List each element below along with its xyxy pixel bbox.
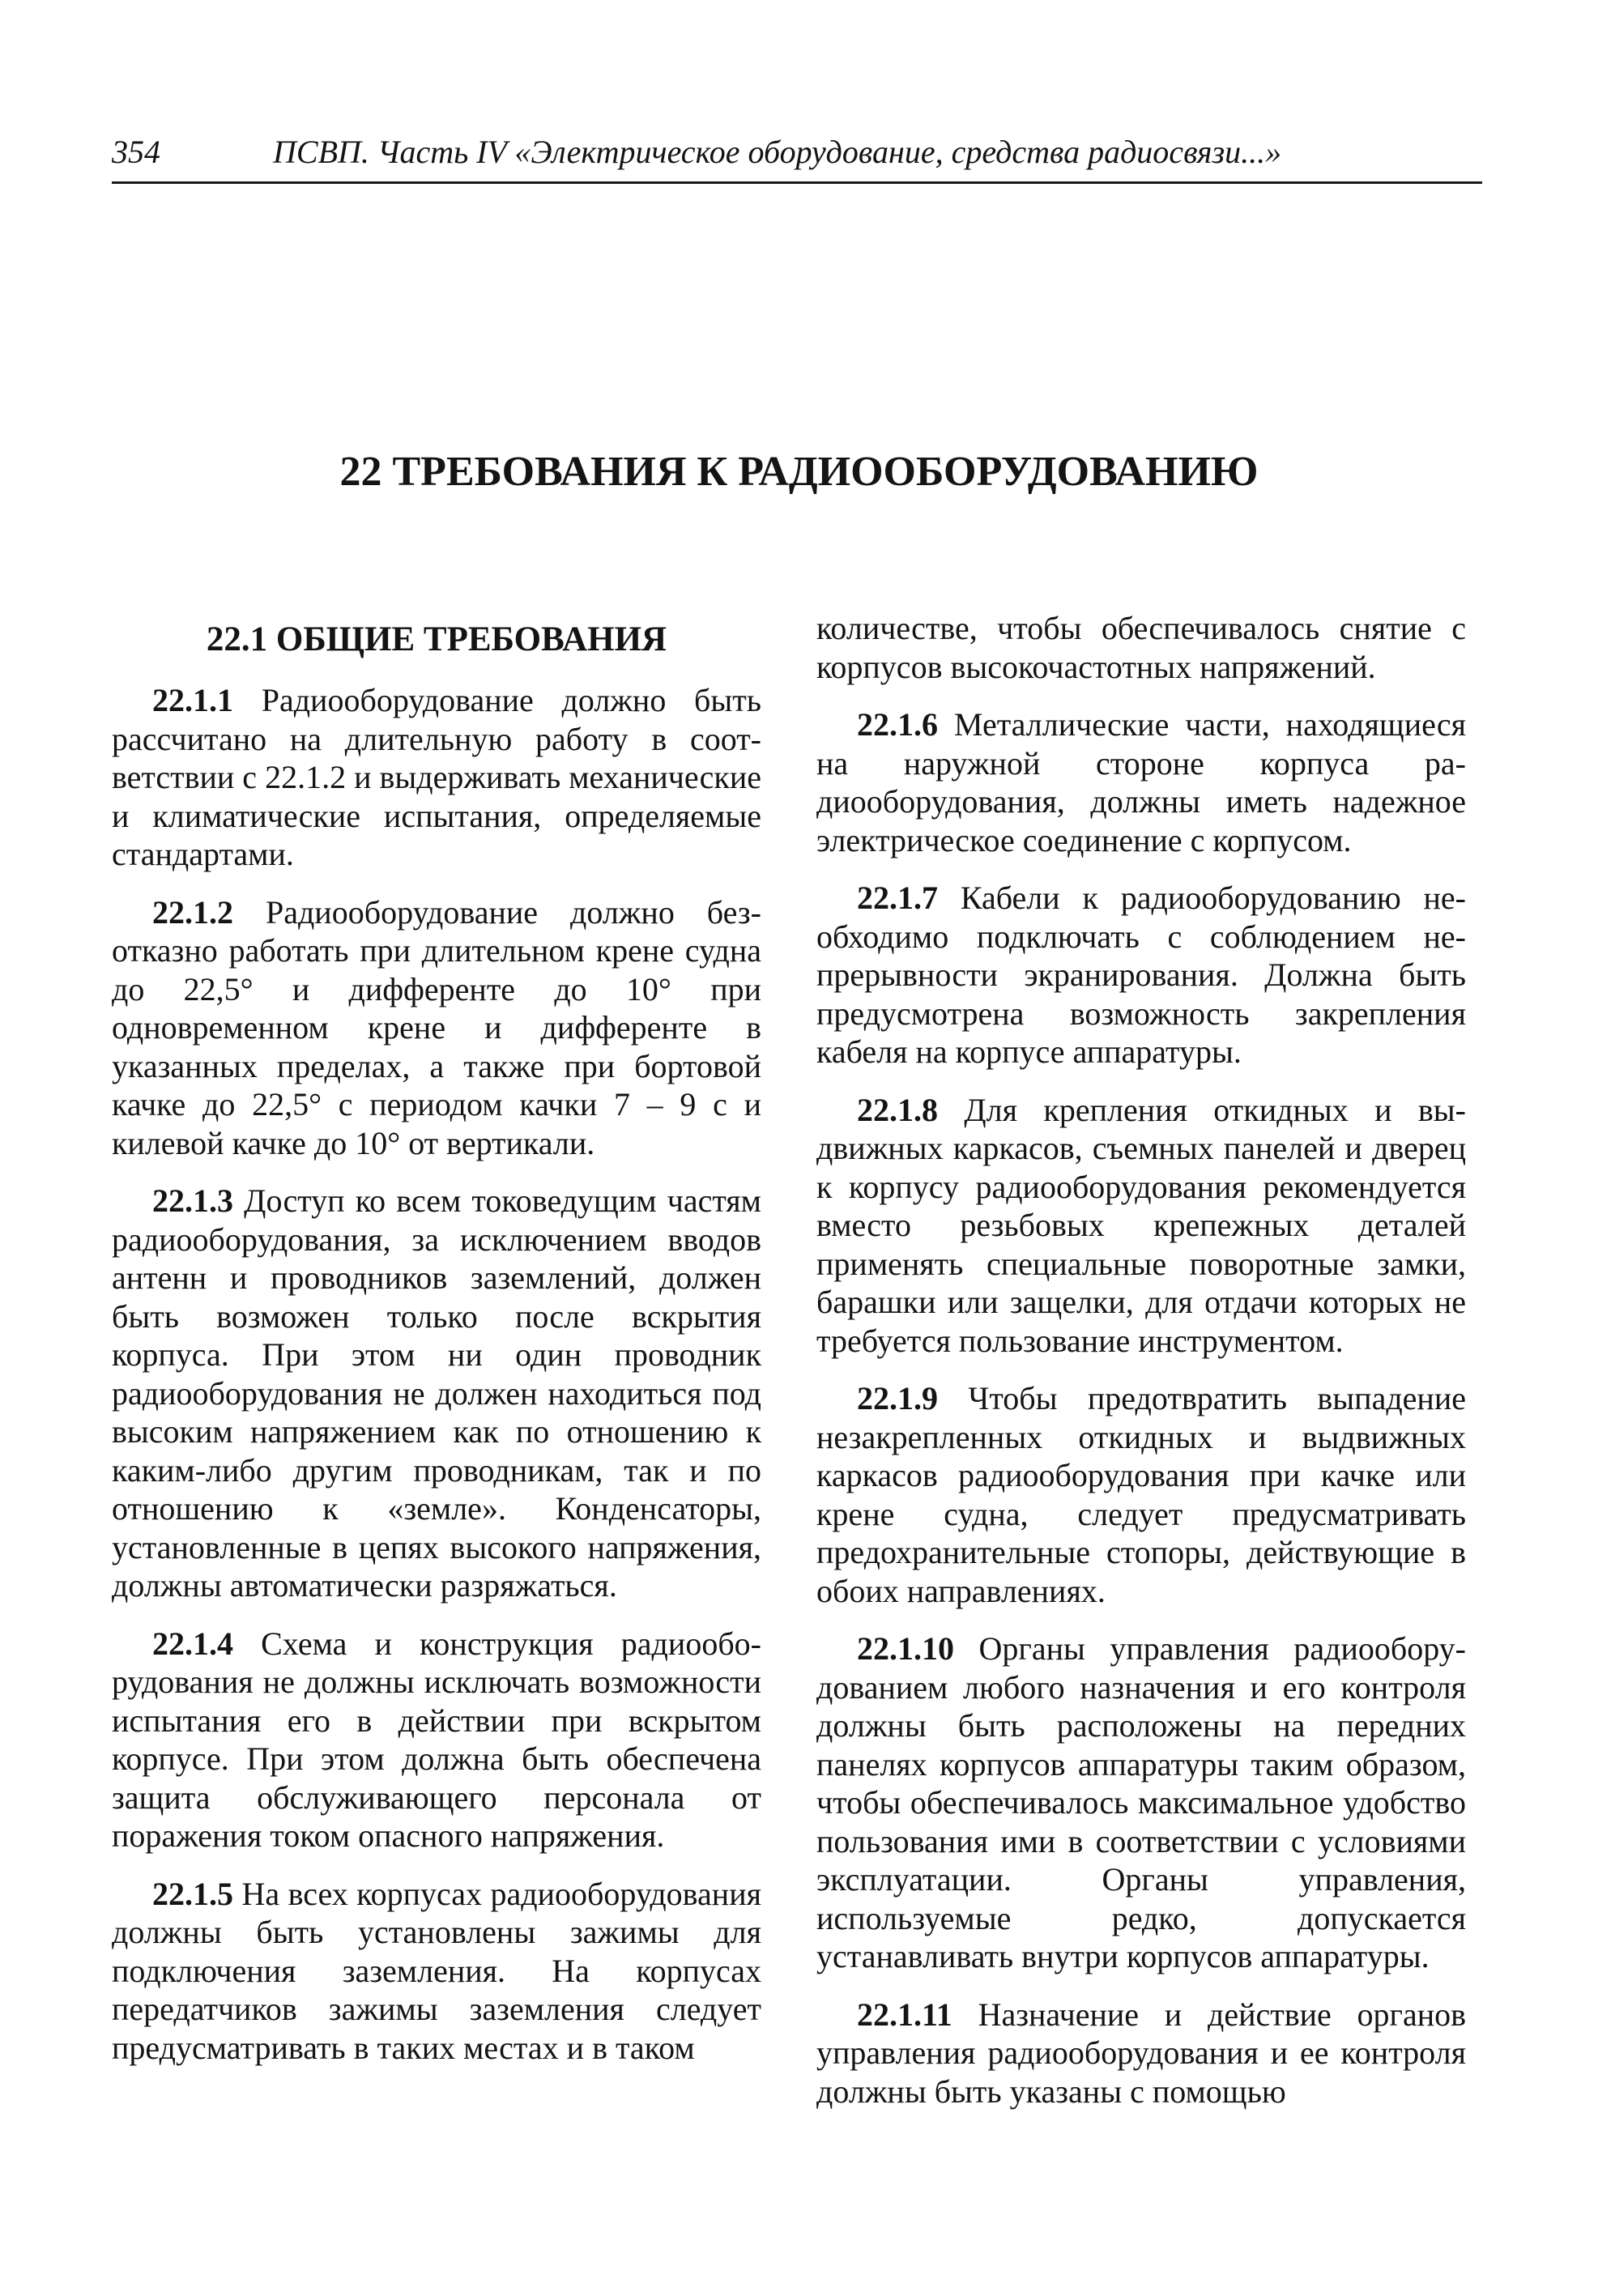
running-header bbox=[112, 130, 1482, 184]
clause-22-1-9 bbox=[816, 1379, 1466, 1610]
clause-number: 22.1.7 bbox=[857, 880, 938, 916]
clause-22-1-4 bbox=[112, 1625, 761, 1855]
clause-text: На всех корпусах радиооборудования должны быть установлены зажимы для подключения заземления. На корпусах передатчиков зажимы заземления следует предусматривать в таких местах и в таком bbox=[112, 1875, 761, 2066]
clause-22-1-1 bbox=[112, 681, 761, 874]
clause-22-1-6 bbox=[816, 705, 1466, 859]
clause-22-1-5-continuation: количестве, чтобы обеспечивалось снятие с корпусов высокочастотных напряжений. bbox=[816, 610, 1466, 685]
section-heading: 22.1 ОБЩИЕ ТРЕБОВАНИЯ bbox=[206, 620, 667, 658]
left-column bbox=[112, 609, 761, 2086]
clause-22-1-8 bbox=[816, 1091, 1466, 1361]
clause-text: Металлические части, находящиеся на наружной стороне корпуса радиооборудования, должны иметь надежное электрическое соединение с корпусом. bbox=[816, 706, 1466, 858]
clause-text: Радиооборудование должно быть рассчитано на длительную работу в соответствии с 22.1.2 и выдерживать механические и климатические испытания, определяемые стандартами. bbox=[112, 682, 761, 872]
clause-number: 22.1.11 bbox=[857, 1996, 952, 2033]
clause-number: 22.1.8 bbox=[857, 1091, 938, 1128]
clause-text: Кабели к радиооборудованию необходимо подключать с соблюдением непрерывности экранирования. Должна быть предусмотрена возможность закрепления кабеля на корпусе аппаратуры. bbox=[816, 880, 1466, 1070]
clause-number: 22.1.3 bbox=[152, 1182, 233, 1219]
clause-number: 22.1.1 bbox=[152, 682, 233, 718]
clause-22-1-5 bbox=[112, 1875, 761, 2068]
clause-number: 22.1.10 bbox=[857, 1630, 954, 1667]
chapter-title: 22 ТРЕБОВАНИЯ К РАДИООБОРУДОВАНИЮ bbox=[339, 449, 1259, 495]
clause-text: Для крепления откидных и выдвижных каркасов, съемных панелей и дверец к корпусу радиооборудования рекомендуется вместо резьбовых крепежных деталей применять специальные поворотные замки, барашки или защелки, для отдачи которых не требуется пользование инструментом. bbox=[816, 1091, 1466, 1359]
clause-text: Назначение и действие органов управления радиооборудования и ее контроля должны быть указаны с помощью bbox=[816, 1996, 1466, 2110]
clause-22-1-3 bbox=[112, 1182, 761, 1605]
clause-text: Схема и конструкция радиооборудования не должны исключать возможности испытания его в действии при вскрытом корпусе. При этом должна быть обеспечена защита обслуживающего персонала от поражения током опасного напряжения. bbox=[112, 1625, 761, 1854]
clause-22-1-2 bbox=[112, 893, 761, 1163]
clause-text: Органы управления радиооборудованием любого назначения и его контроля должны быть расположены на передних панелях корпусов аппаратуры таким образом, чтобы обеспечивалось максимальное удобство пользования ими в соответствии с условиями эксплуатации. Органы управления, используемые редко, допускается устанавливать внутри корпусов аппаратуры. bbox=[816, 1630, 1466, 1974]
clause-number: 22.1.2 bbox=[152, 893, 233, 931]
right-column bbox=[816, 609, 1466, 2130]
clause-22-1-11 bbox=[816, 1996, 1466, 2111]
running-title: ПСВП. Часть IV «Электрическое оборудование, средства радиосвязи...» bbox=[273, 134, 1282, 170]
clause-22-1-10 bbox=[816, 1629, 1466, 1976]
clause-number: 22.1.6 bbox=[857, 706, 938, 743]
clause-text: Чтобы предотвратить выпадение незакрепленных откидных и выдвижных каркасов радиооборудования при качке или крене судна, следует предусматривать предохранительные стопоры, действующие в обоих направлениях. bbox=[816, 1380, 1466, 1609]
clause-number: 22.1.4 bbox=[152, 1625, 233, 1662]
clause-number: 22.1.5 bbox=[152, 1875, 233, 1912]
page-number: 354 bbox=[112, 134, 160, 170]
clause-text: Радиооборудование должно безотказно работать при длительном крене судна до 22,5° и дифференте до 10° при одновременном крене и дифференте в указанных пределах, а также при бортовой качке до 22,5° с периодом качки 7 – 9 с и килевой качке до 10° от вертикали. bbox=[112, 893, 761, 1161]
clause-number: 22.1.9 bbox=[857, 1380, 938, 1416]
clause-text: Доступ ко всем токоведущим частям радиооборудования, за исключением вводов антенн и проводников заземлений, должен быть возможен только после вскрытия корпуса. При этом ни один проводник радиооборудования не должен находиться под высоким напряжением как по отношению к каким-либо другим проводникам, так и по отношению к «земле». Конденсаторы, установленные в цепях высокого напряжения, должны автоматически разряжаться. bbox=[112, 1182, 761, 1604]
clause-22-1-7 bbox=[816, 879, 1466, 1071]
